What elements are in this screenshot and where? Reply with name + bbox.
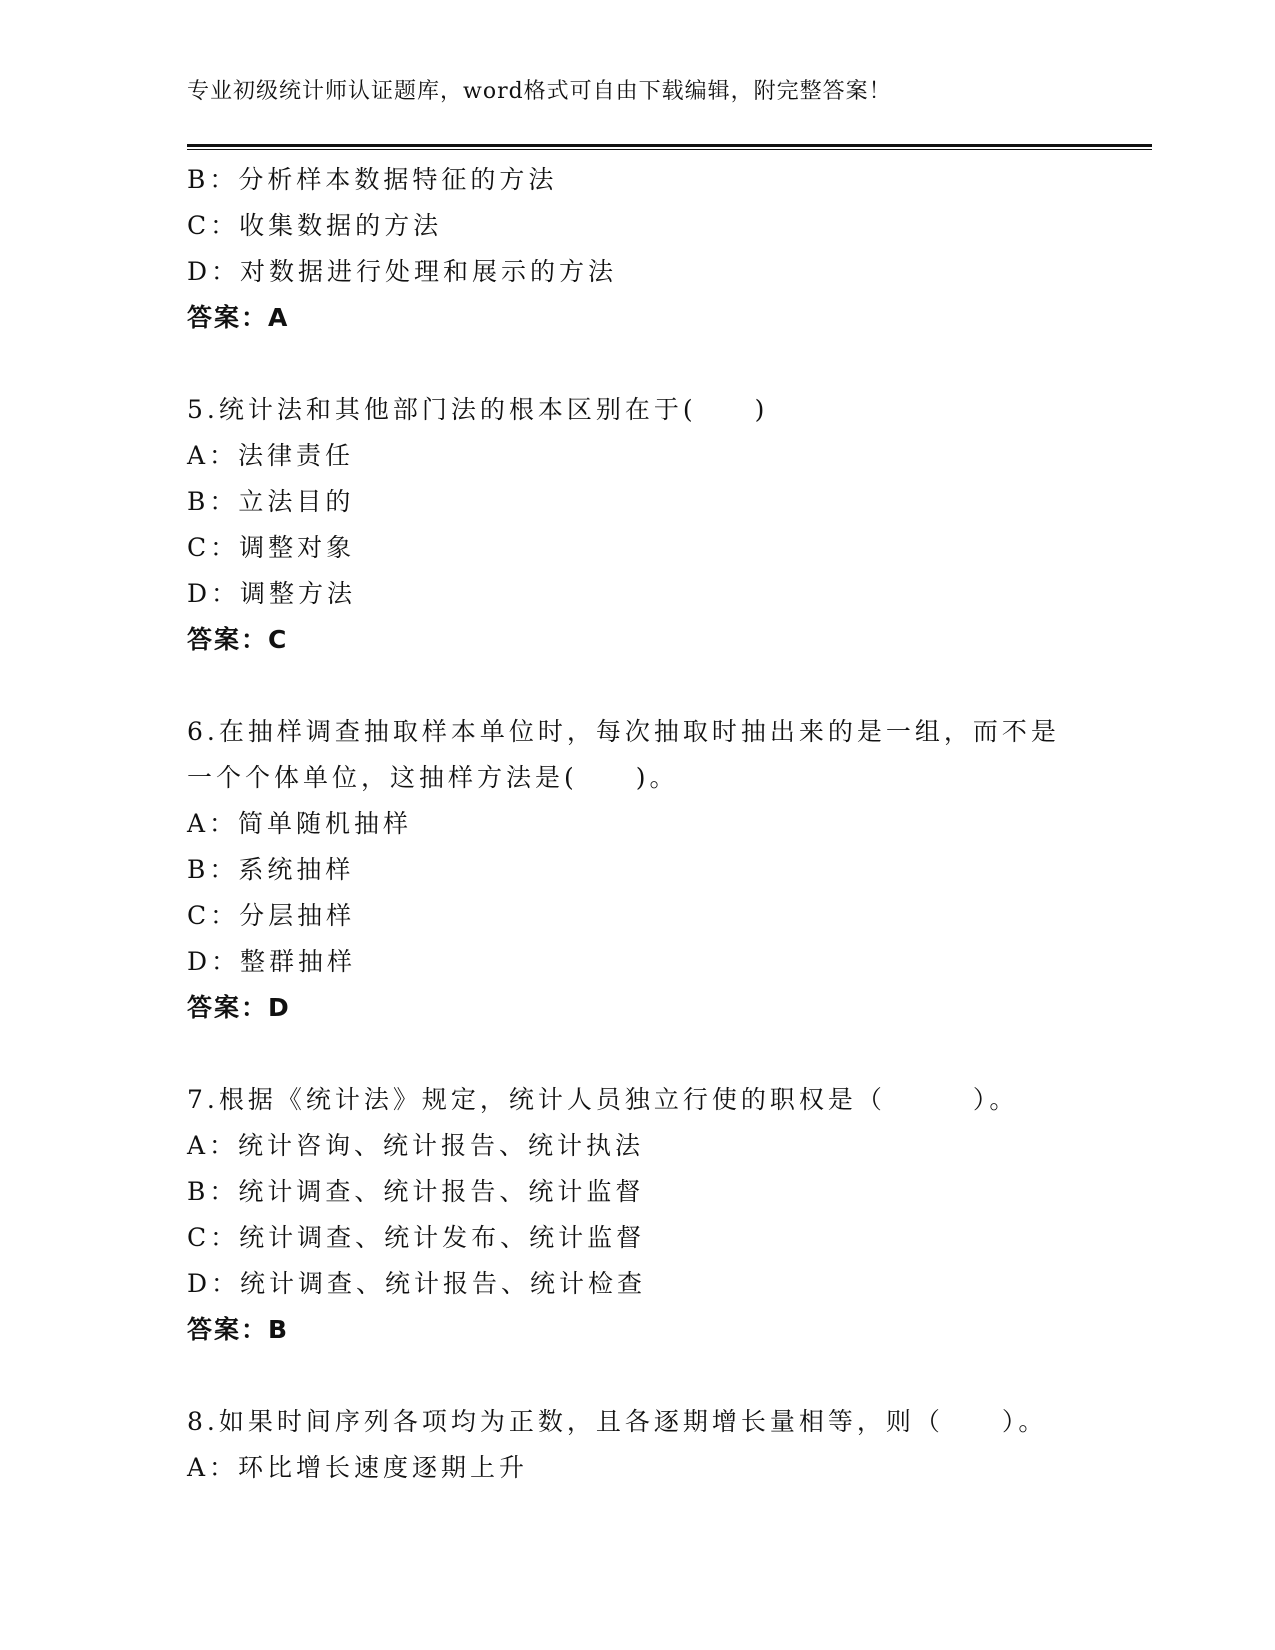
question-list — [187, 157, 1087, 1491]
option-d: D：统计调查、统计报告、统计检查 — [187, 1269, 647, 1298]
question-block-4 — [187, 157, 1087, 341]
spacer — [187, 1031, 1087, 1077]
option-b: B：系统抽样 — [187, 855, 355, 884]
header-divider — [187, 144, 1152, 150]
option-b: B：立法目的 — [187, 487, 355, 516]
question-stem: 5.统计法和其他部门法的根本区别在于( ) — [187, 395, 769, 424]
option-a: A：环比增长速度逐期上升 — [187, 1453, 529, 1482]
answer-line: 答案：A — [187, 303, 290, 332]
question-stem-line-1: 6.在抽样调查抽取样本单位时，每次抽取时抽出来的是一组，而不是 — [187, 717, 1060, 746]
option-b: B：分析样本数据特征的方法 — [187, 165, 558, 194]
question-block-5 — [187, 387, 1087, 663]
option-c: C：收集数据的方法 — [187, 211, 443, 240]
option-c: C：调整对象 — [187, 533, 356, 562]
option-a: A：统计咨询、统计报告、统计执法 — [187, 1131, 645, 1160]
header-divider-thin — [187, 149, 1152, 150]
question-block-7 — [187, 1077, 1087, 1353]
question-stem: 8.如果时间序列各项均为正数，且各逐期增长量相等，则（ ）。 — [187, 1407, 1048, 1436]
question-block-6 — [187, 709, 1087, 1031]
option-c: C：分层抽样 — [187, 901, 356, 930]
option-c: C：统计调查、统计发布、统计监督 — [187, 1223, 646, 1252]
page-header: 专业初级统计师认证题库，word格式可自由下载编辑，附完整答案！ — [187, 79, 892, 104]
option-d: D：调整方法 — [187, 579, 357, 608]
spacer — [187, 663, 1087, 709]
option-a: A：简单随机抽样 — [187, 809, 413, 838]
question-stem-line-2: 一个个体单位，这抽样方法是( )。 — [187, 763, 679, 792]
answer-line: 答案：B — [187, 1315, 290, 1344]
option-a: A：法律责任 — [187, 441, 355, 470]
question-stem: 7.根据《统计法》规定，统计人员独立行使的职权是（ ）。 — [187, 1085, 1019, 1114]
spacer — [187, 341, 1087, 387]
option-d: D：整群抽样 — [187, 947, 357, 976]
spacer — [187, 1353, 1087, 1399]
answer-line: 答案：C — [187, 625, 289, 654]
header-divider-thick — [187, 144, 1152, 147]
answer-line: 答案：D — [187, 993, 291, 1022]
option-b: B：统计调查、统计报告、统计监督 — [187, 1177, 645, 1206]
question-block-8 — [187, 1399, 1087, 1491]
option-d: D：对数据进行处理和展示的方法 — [187, 257, 618, 286]
